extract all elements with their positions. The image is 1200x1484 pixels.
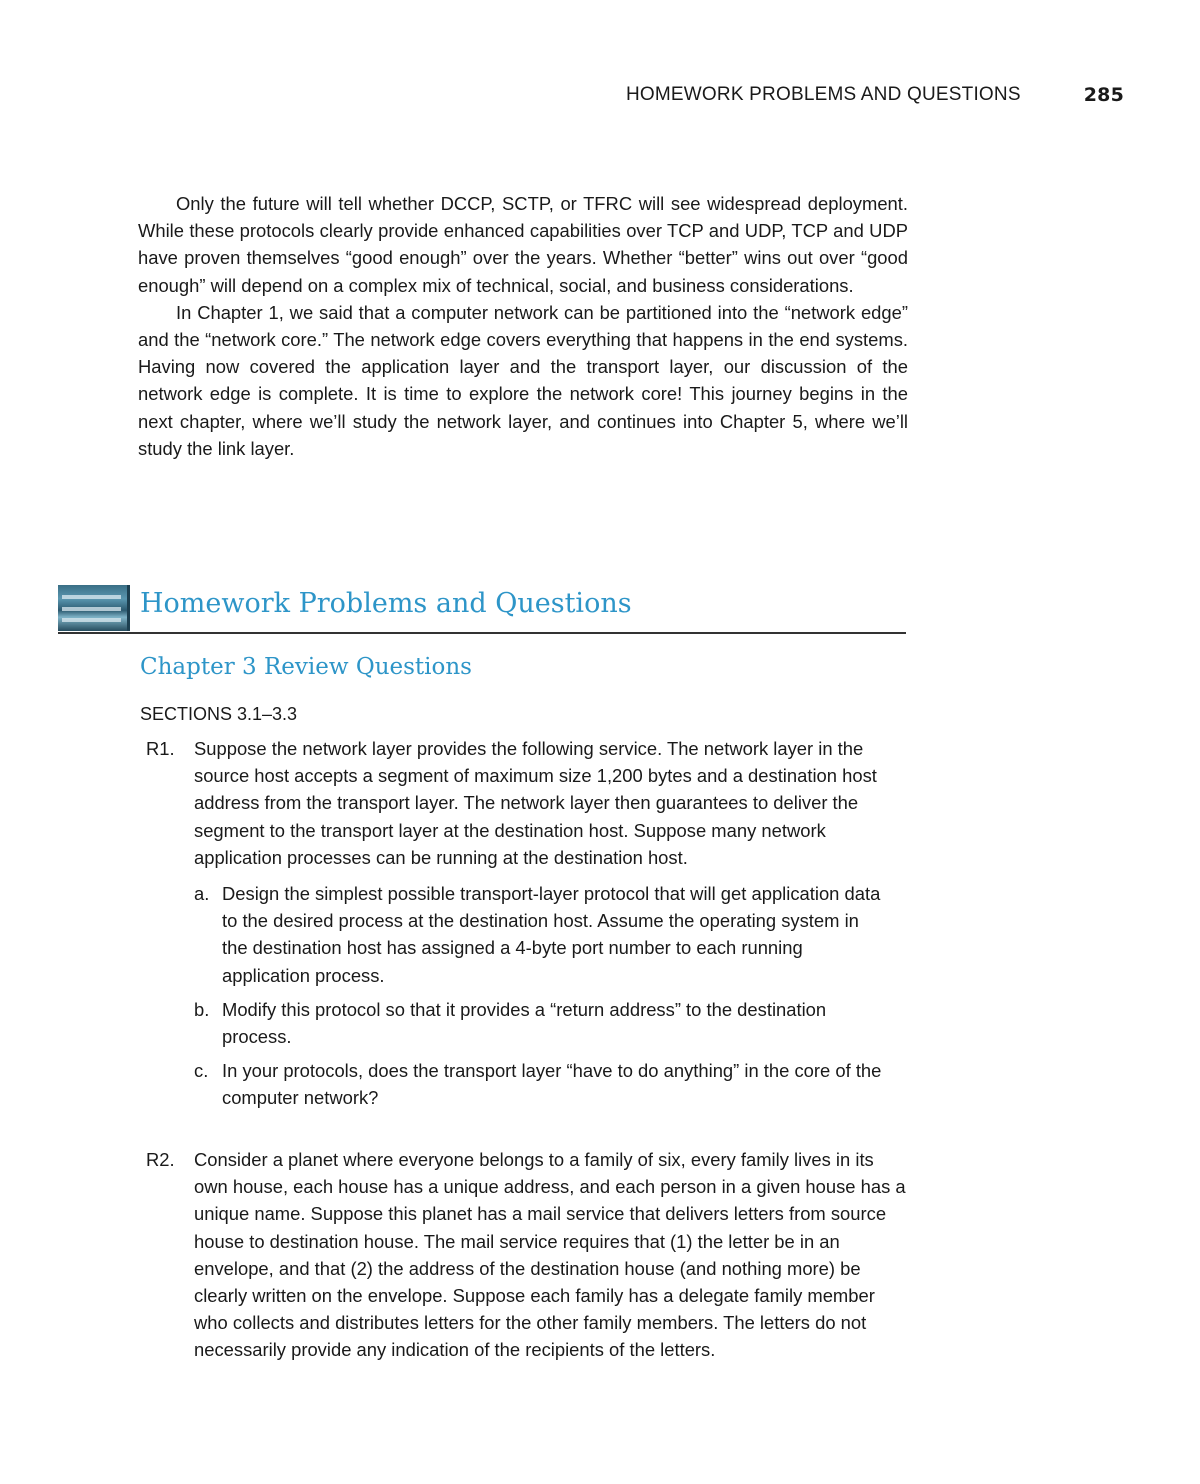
sections-label: SECTIONS 3.1–3.3	[140, 704, 298, 724]
sub-item-letter: a.	[194, 883, 210, 905]
sub-item-b	[194, 996, 884, 1050]
sub-item-a	[194, 880, 884, 989]
sub-item-letter: b.	[194, 998, 210, 1020]
problem-number: R1.	[146, 738, 175, 759]
problem-text: Consider a planet where everyone belongs to a family of six, every family lives in its own house, each house has a unique address, and each person in a given house has a unique name. Suppose this planet has a mail service that delivers letters from source house to destination house. The mail service requires that (1) the letter be in an envelope, and that (2) the address of the destination house (and nothing more) be clearly written on the envelope. Suppose each family has a delegate family member who collects and distributes letters for the other family members. The letters do not necessarily provide any indication of the recipients of the letters.	[194, 1149, 906, 1361]
paragraph: In Chapter 1, we said that a computer network can be partitioned into the “network edge” and the “network core.” The network edge covers everything that happens in the end systems. Having now covered the application layer and the transport layer, our discussion of the network edge is complete. It is time to explore the network core! This journey begins in the next chapter, where we’ll study the network layer, and continues into Chapter 5, where we’ll study the link layer.	[138, 301, 908, 459]
page-number: 285	[1083, 84, 1124, 106]
sub-item-text: Modify this protocol so that it provides a “return address” to the destination process.	[222, 998, 827, 1048]
problem-number: R2.	[146, 1149, 175, 1170]
body-text	[138, 190, 908, 462]
section-photo-icon	[58, 585, 130, 631]
problem-r2	[140, 1146, 910, 1364]
sub-item-text: Design the simplest possible transport-layer protocol that will get application data to the desired process at the destination host. Assume the operating system in the destination host has assigned a 4-byte port number to each running application process.	[222, 883, 881, 986]
sub-item-c	[194, 1057, 884, 1111]
chapter-review-title: Chapter 3 Review Questions	[140, 654, 472, 680]
paragraph: Only the future will tell whether DCCP, SCTP, or TFRC will see widespread deployment. While these protocols clearly provide enhanced capabilities over TCP and UDP, TCP and UDP have proven themselves “good enough” over the years. Whether “better” wins out over “good enough” will depend on a complex mix of technical, social, and business considerations.	[138, 193, 908, 296]
running-head-title: HOMEWORK PROBLEMS AND QUESTIONS	[626, 84, 1021, 105]
section-title: Homework Problems and Questions	[140, 588, 632, 619]
section-banner	[58, 582, 906, 634]
sub-item-text: In your protocols, does the transport layer “have to do anything” in the core of the computer network?	[222, 1060, 882, 1109]
sub-item-letter: c.	[194, 1060, 209, 1082]
problem-text: Suppose the network layer provides the following service. The network layer in the source host accepts a segment of maximum size 1,200 bytes and a destination host address from the transport layer. The network layer then guarantees to deliver the segment to the transport layer at the destination host. Suppose many network application processes can be running at the destination host.	[194, 738, 877, 868]
problem-r1	[140, 735, 910, 1112]
